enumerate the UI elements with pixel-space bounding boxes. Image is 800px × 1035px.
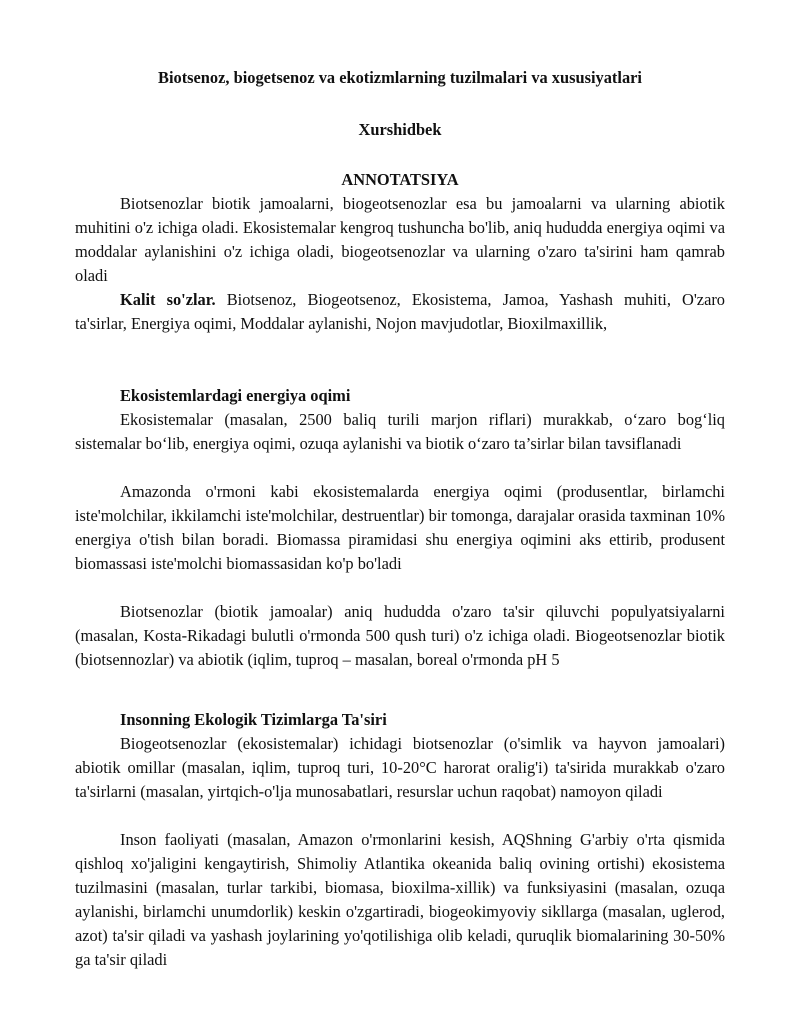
section2-paragraph-1: Biogeotsenozlar (ekosistemalar) ichidagi biotsenozlar (o'simlik va hayvon jamoalari) abiotik omillar (masalan, iqlim, tuproq turi, 10-20°C harorat oralig'i) ta'sirida murakkab o'zaro ta'sirlarni (masalan, yirtqich-o'lja munosabatlari, resurslar uchun raqobat) namoyon qiladi	[75, 734, 725, 801]
section2-paragraph-2: Inson faoliyati (masalan, Amazon o'rmonlarini kesish, AQShning G'arbiy o'rta qismida qishloq xo'jaligini kengaytirish, Shimoliy Atlantika okeanida baliq ovining ortishi) ekosistema tuzilmasini (masalan, turlar tarkibi, biomasa, bioxilma-xillik) va funksiyasini (masalan, ozuqa aylanishi, birlamchi unumdorlik) keskin o'zgartiradi, biogeokimyoviy sikllarga (masalan, uglerod, azot) ta'sir qiladi va yashash joylarining yo'qotilishiga olib keladi, quruqlik biomalarining 30-50% ga ta'sir qiladi	[75, 830, 725, 969]
document-title: Biotsenoz, biogetsenoz va ekotizmlarning tuzilmalari va xususiyatlari	[158, 68, 642, 87]
section1-paragraph-1: Ekosistemalar (masalan, 2500 baliq turili marjon riflari) murakkab, o‘zaro bog‘liq sistemalar bo‘lib, energiya oqimi, ozuqa aylanishi va biotik o‘zaro ta’sirlar bilan tavsiflanadi	[75, 410, 725, 453]
spacer	[75, 672, 725, 708]
section1-paragraph-2: Amazonda o'rmoni kabi ekosistemalarda energiya oqimi (produsentlar, birlamchi iste'molchilar, ikkilamchi iste'molchilar, destruentlar) bir tomonga, darajalar orasida taxminan 10% energiya o'tish bilan boradi. Biomassa piramidasi shu energiya oqimini aks ettirib, produsent biomassasi iste'molchi biomassasidan ko'p bo'ladi	[75, 482, 725, 573]
annotation-paragraph: Biotsenozlar biotik jamoalarni, biogeotsenozlar esa bu jamoalarni va ularning abiotik muhitini o'z ichiga oladi. Ekosistemalar kengroq tushuncha bo'lib, aniq hududda energiya oqimi va moddalar aylanishini o'z ichiga oladi, biogeotsenozlar va ularning o'zaro ta'sirini ham qamrab oladi	[75, 194, 725, 285]
spacer	[75, 336, 725, 384]
spacer	[75, 576, 725, 600]
spacer	[75, 804, 725, 828]
section-heading-energy-flow: Ekosistemlardagi energiya oqimi	[120, 386, 351, 405]
keywords-paragraph	[75, 288, 725, 336]
keywords-label: Kalit so'zlar.	[120, 290, 216, 309]
document-page	[75, 60, 725, 972]
section1-paragraph-3: Biotsenozlar (biotik jamoalar) aniq hududda o'zaro ta'sir qiluvchi populyatsiyalarni (masalan, Kosta-Rikadagi bulutli o'rmonda 500 qush turi) o'z ichiga oladi. Biogeotsenozlar biotik (biotsennozlar) va abiotik (iqlim, tuproq – masalan, boreal o'rmonda pH 5	[75, 602, 725, 669]
spacer	[75, 456, 725, 480]
keywords-text: Biotsenoz, Biogeotsenoz, Ekosistema, Jamoa, Yashash muhiti, O'zaro ta'sirlar, Energiya oqimi, Moddalar aylanishi, Nojon mavjudotlar, Bioxilmaxillik,	[75, 290, 725, 333]
section-heading-human-impact: Insonning Ekologik Tizimlarga Ta'siri	[120, 710, 387, 729]
annotation-heading: ANNOTATSIYA	[341, 170, 459, 189]
document-author: Xurshidbek	[358, 120, 442, 139]
